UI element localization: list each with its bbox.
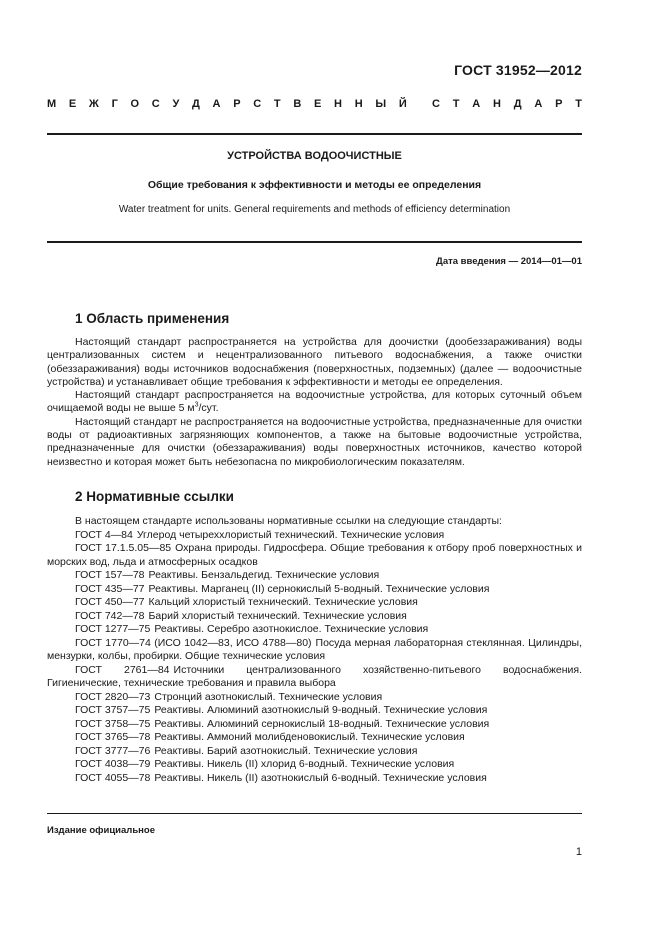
section-1-paragraph-1: Настоящий стандарт распространяется на устройства для доочистки (дообеззараживания) воды централизованных систем и нецентрализованного питьевого водоснабжения, а также очистки (обеззараживания) воды источников водоснабжения (поверхностных, подземных) (далее — водоочистные устройства) и устанавливает общие требования к эффективности и методы ее определения. — [47, 336, 582, 388]
standard-letter: А — [472, 98, 481, 110]
interstate-letter: Д — [192, 98, 200, 110]
reference-item — [47, 583, 582, 597]
standard-letter: Д — [513, 98, 522, 110]
reference-item — [47, 637, 582, 664]
reference-title: Кальций хлористый технический. Технические условия — [148, 596, 418, 608]
interstate-letter: О — [130, 98, 140, 110]
reference-title: Барий хлористый технический. Технические условия — [148, 609, 407, 622]
reference-code: ГОСТ 450—77 — [75, 596, 145, 608]
reference-title: Реактивы. Серебро азотнокислое. Технические условия — [154, 623, 429, 635]
footer-rule — [47, 813, 582, 814]
normative-references — [47, 515, 582, 785]
standard-kind-standard — [432, 98, 582, 110]
document-subtitle: Общие требования к эффективности и методы ее определения — [147, 179, 482, 191]
reference-title: Углерод четыреххлористый технический. Технические условия — [136, 528, 445, 541]
reference-code: ГОСТ 3758—75 — [75, 717, 151, 730]
standard-kind — [47, 98, 582, 110]
standard-kind-interstate — [47, 98, 407, 110]
introduction-date: Дата введения — 2014—01—01 — [436, 256, 582, 267]
reference-item — [47, 569, 582, 583]
section-1-paragraph-3: Настоящий стандарт не распространяется на водоочистные устройства, предназначенные для очистки воды от радиоактивных загрязняющих компонентов, а также на бытовые водоочистные устройства, предназначенные для очистки (обеззараживания) воды поверхностных источников, качество которой неизвестно и которая может быть небезопасна по микробиологическим показателям. — [47, 415, 582, 468]
gost-number: ГОСТ 31952—2012 — [454, 62, 582, 78]
reference-title: Реактивы. Алюминий сернокислый 18-водный. Технические условия — [154, 717, 490, 730]
reference-item — [47, 731, 582, 745]
document-title: УСТРОЙСТВА ВОДООЧИСТНЫЕ — [227, 150, 402, 162]
reference-title: Реактивы. Аммоний молибденовокислый. Технические условия — [154, 731, 465, 743]
interstate-letter: В — [293, 98, 302, 110]
reference-title: Источники централизованного хозяйственно-питьевого водоснабжения. Гигиенические, технические требования и правила выбора — [47, 663, 582, 689]
reference-item — [47, 542, 582, 569]
reference-item — [47, 758, 582, 772]
section-1-heading: 1 Область применения — [75, 311, 230, 326]
reference-list — [47, 529, 582, 786]
reference-code: ГОСТ 4038—79 — [75, 758, 151, 770]
reference-title: Реактивы. Марганец (II) сернокислый 5-водный. Технические условия — [148, 582, 490, 595]
reference-code: ГОСТ 435—77 — [75, 582, 145, 595]
document-title-english: Water treatment for units. General requirements and methods of efficiency determination — [118, 204, 511, 215]
para2-unit: /сут. — [198, 402, 219, 415]
section-1-paragraph-2 — [47, 389, 582, 416]
standard-letter: Н — [492, 98, 501, 110]
reference-item — [47, 691, 582, 705]
reference-code: ГОСТ 742—78 — [75, 609, 145, 622]
interstate-letter: С — [151, 98, 160, 110]
section-2-heading: 2 Нормативные ссылки — [75, 489, 234, 504]
interstate-letter: Е — [314, 98, 322, 110]
interstate-letter: У — [172, 98, 180, 110]
reference-code: ГОСТ 3757—75 — [75, 704, 151, 716]
interstate-letter: Н — [354, 98, 363, 110]
reference-item — [47, 529, 582, 543]
reference-code: ГОСТ 1770—74 (ИСО 1042—83, ИСО 4788—80) — [75, 636, 312, 649]
interstate-letter: Ж — [88, 98, 99, 110]
interstate-letter: Й — [398, 98, 407, 110]
standard-letter: С — [432, 98, 440, 110]
interstate-letter: Г — [111, 98, 118, 110]
header-rule — [47, 133, 582, 135]
standard-letter: А — [534, 98, 543, 110]
reference-item — [47, 610, 582, 624]
reference-title: Реактивы. Бензальдегид. Технические условия — [148, 569, 380, 581]
reference-code: ГОСТ 3765—78 — [75, 731, 151, 743]
interstate-letter: Р — [233, 98, 241, 110]
standard-letter: Р — [555, 98, 563, 110]
reference-code: ГОСТ 17.1.5.05—85 — [75, 542, 172, 554]
reference-item — [47, 623, 582, 637]
reference-item — [47, 596, 582, 610]
reference-item — [47, 772, 582, 786]
reference-code: ГОСТ 2820—73 — [75, 690, 151, 703]
title-rule — [47, 241, 582, 243]
interstate-letter: М — [47, 98, 57, 110]
interstate-letter: С — [253, 98, 262, 110]
page-number: 1 — [575, 846, 582, 858]
reference-code: ГОСТ 3777—76 — [75, 744, 151, 757]
reference-code: ГОСТ 2761—84 — [75, 663, 170, 676]
reference-title: Посуда мерная лабораторная стеклянная. Цилиндры, мензурки, колбы, пробирки. Общие технические условия — [47, 636, 583, 662]
reference-title: Реактивы. Никель (II) азотнокислый 6-водный. Технические условия — [154, 771, 487, 784]
para2-superscript: 3 — [194, 401, 199, 409]
interstate-letter: Н — [334, 98, 342, 110]
reference-code: ГОСТ 1277—75 — [75, 623, 151, 635]
para2-text: Настоящий стандарт распространяется на водоочистные устройства, для которых суточный объем очищаемой воды не выше 5 м — [47, 389, 582, 415]
reference-item — [47, 745, 582, 759]
reference-code: ГОСТ 157—78 — [75, 569, 145, 581]
reference-title: Стронций азотнокислый. Технические условия — [154, 690, 383, 703]
reference-code: ГОСТ 4—84 — [75, 528, 133, 541]
reference-title: Реактивы. Барий азотнокислый. Технические условия — [154, 744, 418, 757]
interstate-letter: А — [212, 98, 221, 110]
section-1-body — [47, 336, 582, 469]
reference-title: Охрана природы. Гидросфера. Общие требования к отбору проб поверхностных и морских вод, льда и атмосферных осадков — [47, 542, 582, 568]
interstate-letter: Ы — [375, 98, 387, 110]
reference-code: ГОСТ 4055—78 — [75, 771, 151, 784]
reference-item — [47, 718, 582, 732]
reference-title: Реактивы. Никель (II) хлорид 6-водный. Технические условия — [154, 758, 455, 770]
references-intro: В настоящем стандарте использованы нормативные ссылки на следующие стандарты: — [75, 515, 502, 527]
standard-letter: Т — [575, 98, 582, 110]
reference-item — [47, 664, 582, 691]
standard-letter: Т — [452, 98, 460, 110]
interstate-letter: Т — [273, 98, 281, 110]
edition-note: Издание официальное — [47, 825, 155, 836]
interstate-letter: Е — [68, 98, 77, 110]
reference-item — [47, 704, 582, 718]
reference-title: Реактивы. Алюминий азотнокислый 9-водный. Технические условия — [154, 704, 488, 716]
